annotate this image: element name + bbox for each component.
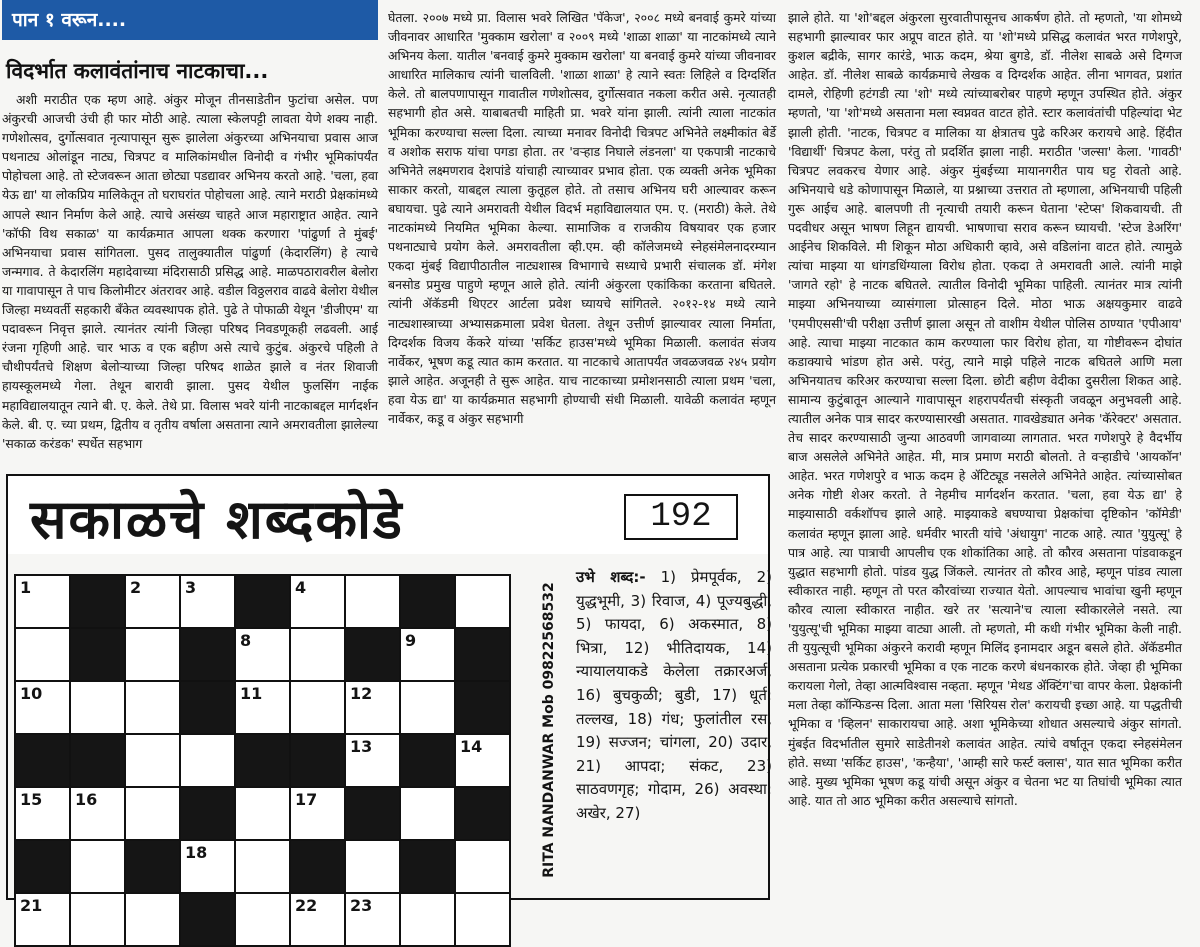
crossword-cell[interactable]	[401, 629, 454, 680]
crossword-black-cell	[71, 629, 124, 680]
crossword-black-cell	[181, 788, 234, 839]
crossword-cell[interactable]	[291, 629, 344, 680]
crossword-cell-number: 14	[460, 737, 483, 756]
crossword-cell[interactable]	[16, 576, 69, 627]
crossword-cell[interactable]	[126, 682, 179, 733]
crossword-black-cell	[236, 576, 289, 627]
crossword-cell[interactable]	[181, 841, 234, 892]
crossword-cell[interactable]	[291, 682, 344, 733]
crossword-cell-number: 16	[75, 790, 98, 809]
article-column-2	[388, 8, 776, 463]
crossword-black-cell	[456, 682, 509, 733]
crossword-cell[interactable]	[181, 576, 234, 627]
crossword-black-cell	[181, 894, 234, 945]
crossword-black-cell	[181, 629, 234, 680]
crossword-cell-number: 23	[350, 896, 373, 915]
crossword-cell[interactable]	[181, 735, 234, 786]
crossword-black-cell	[181, 682, 234, 733]
crossword-black-cell	[401, 841, 454, 892]
crossword-cell-number: 2	[130, 578, 142, 597]
crossword-black-cell	[16, 841, 69, 892]
crossword-cell[interactable]	[456, 576, 509, 627]
author-contact	[534, 572, 564, 902]
crossword-black-cell	[456, 629, 509, 680]
crossword-grid	[14, 574, 511, 947]
continued-banner: पान १ वरून....	[2, 0, 378, 40]
crossword-cell[interactable]	[236, 841, 289, 892]
crossword-cell-number: 12	[350, 684, 373, 703]
crossword-cell-number: 17	[295, 790, 318, 809]
crossword-black-cell	[126, 841, 179, 892]
article-column-3	[788, 8, 1182, 896]
crossword-black-cell	[346, 629, 399, 680]
crossword-cell-number: 9	[405, 631, 417, 650]
crossword-cell[interactable]	[291, 894, 344, 945]
crossword-black-cell	[71, 576, 124, 627]
crossword-cell-number: 3	[185, 578, 197, 597]
crossword-cell[interactable]	[126, 629, 179, 680]
clues-heading: उभे शब्द:-	[576, 568, 646, 586]
crossword-cell[interactable]	[456, 841, 509, 892]
crossword-cell[interactable]	[236, 682, 289, 733]
crossword-cell[interactable]	[71, 682, 124, 733]
crossword-cell[interactable]	[291, 788, 344, 839]
crossword-cell[interactable]	[71, 894, 124, 945]
article-paragraph: अशी मराठीत एक म्हण आहे. अंकुर मोजून तीनसाडेतीन फुटांचा असेल. पण अंकुरची आजची उंची ही फार मोठी आहे. त्याला स्केलपट्टी लावता येणे शक्य नाही. गणेशोत्सव, दुर्गोत्सवात नृत्यापासून सुरू झालेला अंकुरच्या अभिनयाचा प्रवास आज पथनाट्य ओलांडून नाट्य, चित्रपट व मालिकांमधील विनोदी व गंभीर भूमिकांपर्यंत पोहोचला आहे. तो स्टेजवरून आता छोट्या पडद्यावर अभिनय करतो आहे. 'चला, हवा येऊ द्या' या लोकप्रिय मालिकेतून तो घराघरांत पोहोचला आहे. त्याने मराठी प्रेक्षकांमध्ये आपले स्थान निर्माण केले आहे. त्याचे असंख्य चाहते आज महाराष्ट्रात आहेत. त्याने 'कॉफी विथ सकाळ' या कार्यक्रमात आपला थक्क करणारा 'पांढुर्णा ते मुंबई' अभिनयाचा प्रवास सांगितला. पुसद तालुक्यातील पांढुर्णा (केदारलिंग) हे त्याचे जन्मगाव. ते केदारलिंग महादेवाच्या मंदिरासाठी प्रसिद्ध आहे. माळपठारावरील बेलोरा या गावापासून ते पाच किलोमीटर अंतरावर आहे. वडील विठ्ठलराव वाढवे बेलोरा येथील जिल्हा मध्यवर्ती सहकारी बँकेत व्यवस्थापक होते. पुढे ते पोफाळी येथून 'डीजीएम' या पदावरून निवृत्त झाले. त्यानंतर त्यांनी जिल्हा परिषद निवडणूकही लढवली. आई रंजना गृहिणी आहे. चार भाऊ व एक बहीण असे त्याचे कुटुंब. अंकुरचे पहिली ते चौथीपर्यंतचे शिक्षण बेलोऱ्याच्या जिल्हा परिषद शाळेत झाले व नंतर शिवाजी हायस्कूलमध्ये गेला. तेथून बारावी झाला. पुसद येथील फुलसिंग नाईक महाविद्यालयातून त्याने बी. ए. केले. तेथे प्रा. विलास भवरे यांनी नाटकाबद्दल मार्गदर्शन केले. बी. ए. च्या प्रथम, द्वितीय व तृतीय वर्षाला असताना त्याने अमरावतीला झालेल्या 'सकाळ करंडक' स्पर्धेत सहभाग	[2, 92, 378, 451]
crossword-cell[interactable]	[16, 682, 69, 733]
crossword-cell-number: 11	[240, 684, 263, 703]
crossword-cell-number: 18	[185, 843, 208, 862]
crossword-cell[interactable]	[236, 894, 289, 945]
crossword-cell[interactable]	[346, 682, 399, 733]
crossword-cell[interactable]	[346, 841, 399, 892]
article-column-1	[2, 0, 378, 478]
crossword-black-cell	[236, 735, 289, 786]
crossword-cell[interactable]	[346, 894, 399, 945]
crossword-black-cell	[291, 735, 344, 786]
crossword-cell-number: 15	[20, 790, 43, 809]
crossword-cell[interactable]	[126, 576, 179, 627]
crossword-cell-number: 8	[240, 631, 252, 650]
author-contact-text: RITA NANDANWAR Mob 09822568532	[541, 582, 557, 878]
crossword-cell[interactable]	[401, 894, 454, 945]
crossword-cell[interactable]	[236, 629, 289, 680]
crossword-puzzle	[4, 474, 776, 915]
crossword-cell[interactable]	[456, 894, 509, 945]
crossword-black-cell	[71, 735, 124, 786]
article-headline: विदर्भात कलावंतांनाच नाटकाचा...	[6, 59, 269, 83]
crossword-cell[interactable]	[126, 788, 179, 839]
crossword-cell-number: 4	[295, 578, 307, 597]
crossword-black-cell	[456, 788, 509, 839]
crossword-header	[6, 474, 770, 554]
article-paragraph: झाले होते. या 'शो'बद्दल अंकुरला सुरवातीपासूनच आकर्षण होते. तो म्हणतो, 'या शोमध्ये सहभागी झाल्यावर फार अप्रूप वाटत होते. या 'शो'मध्ये प्रसिद्ध कलावंत भरत गणेशपुरे, कुशल बद्रीके, सागर कारंडे, भाऊ कदम, श्रेया बुगडे, डॉ. नीलेश साबळे असे दिग्गज आहेत. डॉ. नीलेश साबळे कार्यक्रमाचे लेखक व दिग्दर्शक आहेत. लीना भागवत, प्रशांत दामले, रोहिणी हटंगडी त्या 'शो' मध्ये त्यांच्याबरोबर पाहणे म्हणून उपस्थित होते. अंकुर म्हणतो, 'या 'शो'मध्ये असताना मला स्वप्नवत वाटत होते. स्टार कलावंतांची पहिल्यांदा भेट झाली होती. 'नाटक, चित्रपट व मालिका या क्षेत्रातच पुढे करिअर करायचे आहे. हिंदीत 'विद्यार्थी' चित्रपट केला, परंतु तो प्रदर्शित झाला नाही. मराठीत 'जल्सा' केला. 'गावठी' चित्रपट लवकरच येणार आहे. अंकुर मुंबईच्या मायानगरीत पाय घट्ट रोवतो आहे. अभिनयाचे धडे कोणापासून मिळाले, या प्रश्नाच्या उत्तरात तो म्हणाला, अभिनयाची पहिली गुरू आईच आहे. बालपणी ती नृत्याची तयारी करून घेताना 'स्टेप्स' शिकवायची. ती पदवीधर असून भाषण लिहून द्यायची. भाषणाचा सराव करून घ्यायची. 'स्टेज डेअरिंग' आईनेच शिकविले. मी शिकून मोठा अधिकारी व्हावे, असे वडिलांना वाटत होते. त्यामुळे त्यांचा माझ्या या धांगडधिंग्याला विरोध होता. एकदा ते अमरावती आले. त्यांनी माझे 'जागते रहो' हे नाटक बघितले. त्यातील विनोदी भूमिका पाहिली. त्यानंतर मात्र त्यांनी माझ्या अभिनयाच्या व्यासंगाला प्रोत्साहन दिले. मोठा भाऊ अक्षयकुमार वाढवे 'एमपीएससी'ची परीक्षा उत्तीर्ण झाला असून तो वाशीम येथील पोलिस ठाण्यात 'एपीआय' आहे. त्याचा माझ्या नाटकात काम करण्याला फार विरोध होता, या गोष्टीवरून दोघांत कडाक्याचे भांडण होत असे. परंतु, त्याने माझे पहिले नाटक बघितले आणि मला अभिनयातच करिअर करण्याचा सल्ला दिला. छोटी बहीण वेदीका दुसरीला शिकत आहे. सामान्य कुटुंबातून आल्याने गावापासून शहरापर्यंतची संस्कृती जवळून अनुभवली आहे. त्यातील अनेक पात्र सादर करण्यासारखी असतात. गावखेड्यात अनेक 'कॅरेक्टर' असतात. तेच सादर करण्यासाठी जुन्या आठवणी जागवाव्या लागतात. भरत गणेशपुरे हे वैदर्भीय बाज असलेले अभिनेते आहेत. मी, मात्र प्रमाण मराठी बोलतो. ते वऱ्हाडीचे 'आयकॉन' आहेत. भरत गणेशपुरे व भाऊ कदम हे ॲटिट्यूड नसलेले अभिनेते आहेत. त्यांच्यासोबत अनेक गोष्टी शेअर करतो. ते नेहमीच मार्गदर्शन करतात. 'चला, हवा येऊ द्या' हे माझ्यासाठी वर्कशॉपच झाले आहे. माझ्याकडे बघण्याचा प्रेक्षकांचा दृष्टिकोन 'कॉमेडी' कलावंत म्हणून झाला आहे. धर्मवीर भारती यांचे 'अंधायुग' नाटक आहे. त्यात 'युयुत्सू' हे पात्र आहे. त्या पात्राची आपलीच एक शोकांतिका आहे. तो कौरव असताना पांडवाकडून युद्धात सहभागी होतो. पांडव युद्ध जिंकले. त्यानंतर तो कौरव आहे, म्हणून पांडव त्याला स्वीकारत नाही. म्हणून तो परत कौरवांच्या राज्यात येतो. आपल्याच भावांचा खुनी म्हणून कौरव त्याला स्वीकारत नाहीत. खरे तर 'सत्याने'च त्याला स्वीकारलेले नसते. त्या 'युयुत्सू'ची भूमिका माझ्या वाट्या आली. तो म्हणतो, मी कधी गंभीर भूमिका केली नाही. ती युयुत्सूची भूमिका अंकुरने करावी म्हणून मिलिंद इनामदार अडून बसले होते. ॲकॅडमीत असताना प्रत्येक प्रकारची भूमिका व एक नाटक करणे बंधनकारक होते. जेव्हा ही भूमिका करायला गेलो, तेव्हा आत्मविश्वास नव्हता. म्हणून 'मेथड ॲक्टिंग'चा वापर केला. प्रेक्षकांनी मला तेव्हा कॉन्फिडन्स दिला. आता मला 'सिरियस रोल' करायची इच्छा आहे. या पद्धतीची भूमिका व 'व्हिलन' साकारायचा आहे. अशा भूमिकेच्या शोधात असल्याचे अंकुर सांगतो. मुंबईत विदर्भातील सुमारे साडेतीनशे कलावंत आहेत. त्यांचे वर्षातून एकदा स्नेहसंमेलन होते. सध्या 'सर्किट हाउस', 'कन्हैया', 'आम्ही सारे फर्स्ट क्लास', यात सात भूमिका करीत आहे. मुख्य भूमिका भूषण कडू यांची असून अंकुर व चेतना भट या तिघांची भूमिका त्यात आहे. यात तो आठ भूमिका करीत असल्याचे सांगतो.	[788, 10, 1183, 808]
crossword-cell[interactable]	[16, 788, 69, 839]
crossword-cell[interactable]	[236, 788, 289, 839]
crossword-clues	[576, 566, 772, 826]
crossword-cell[interactable]	[401, 682, 454, 733]
crossword-cell-number: 13	[350, 737, 373, 756]
crossword-cell[interactable]	[126, 735, 179, 786]
crossword-cell[interactable]	[71, 841, 124, 892]
crossword-cell-number: 22	[295, 896, 318, 915]
crossword-cell[interactable]	[16, 894, 69, 945]
crossword-black-cell	[16, 735, 69, 786]
crossword-cell-number: 1	[20, 578, 32, 597]
crossword-black-cell	[401, 576, 454, 627]
crossword-cell[interactable]	[126, 894, 179, 945]
crossword-title: सकाळचे शब्दकोडे	[30, 487, 404, 551]
crossword-cell-number: 10	[20, 684, 43, 703]
crossword-cell[interactable]	[346, 735, 399, 786]
crossword-cell[interactable]	[346, 576, 399, 627]
crossword-black-cell	[346, 788, 399, 839]
crossword-cell[interactable]	[16, 629, 69, 680]
crossword-cell-number: 21	[20, 896, 43, 915]
crossword-black-cell	[401, 735, 454, 786]
crossword-cell[interactable]	[456, 735, 509, 786]
crossword-cell[interactable]	[291, 576, 344, 627]
clues-text: 1) प्रेमपूर्वक, 2) युद्धभूमी, 3) रिवाज, 4) पूज्यबुद्धी, 5) फायदा, 6) अकस्मात, 8) भित्रा, 12) भीतिदायक, 14) न्यायालयाकडे केलेला तक्रारअर्ज, 16) बुचकुळी; बुडी, 17) धूर्त; तल्लख, 18) गंध; फुलांतील रस, 19) सज्जन; चांगला, 20) उदार, 21) आपदा; संकट, 23) साठवणगृह; गोदाम, 26) अवस्था; अखेर, 27)	[576, 568, 772, 822]
crossword-black-cell	[291, 841, 344, 892]
crossword-number: 192	[624, 494, 738, 540]
crossword-cell[interactable]	[71, 788, 124, 839]
crossword-cell[interactable]	[401, 788, 454, 839]
article-paragraph: घेतला. २००७ मध्ये प्रा. विलास भवरे लिखित 'पॅकेज', २००८ मध्ये बनवाई कुमरे यांच्या जीवनावर आधारित 'मुक्काम खरोला' व २००९ मध्ये 'शाळा शाळा' या नाटकांमध्ये त्याने अभिनय केला. यातील 'बनवाई कुमरे मुक्काम खरोला' या बनवाई कुमरे यांच्या जीवनावर आधारित मालिकाच त्यांनी चालविली. 'शाळा शाळा' हे त्याने स्वतः लिहिले व दिग्दर्शित केले. तो बालपणापासून गावातील गणेशोत्सव, दुर्गोत्सवात नकला करीत असे. नृत्यातही सहभागी होत असे. याबाबतची माहिती प्रा. भवरे यांना झाली. त्यांनी त्याला नाटकांत भूमिका करण्याचा सल्ला दिला. त्याच्या मनावर विनोदी चित्रपट अभिनेते लक्ष्मीकांत बेर्डे व अशोक सराफ यांचा पगडा होता. तर 'वऱ्हाड निघाले लंडनला' या एकपात्री नाटकाचे अभिनेते लक्ष्मणराव देशपांडे यांचाही त्याच्यावर प्रभाव होता. एक व्यक्ती अनेक भूमिका साकार करतो, याबद्दल त्याला कुतूहल होते. तो तसाच अभिनय घरी आल्यावर करून बघायचा. पुढे त्याने अमरावती येथील विदर्भ महाविद्यालयात एम. ए. (मराठी) केले. तेथे नाटकांमध्ये नियमित भूमिका केल्या. सामाजिक व राजकीय विषयावर एक हजार पथनाट्याचे प्रयोग केले. अमरावतीला व्ही.एम. व्ही कॉलेजमध्ये स्नेहसंमेलनादरम्यान एकदा मुंबई विद्यापीठातील नाट्यशास्त्र विभागाचे सध्याचे प्रभारी संचालक डॉ. मंगेश बनसोड प्रमुख पाहुणे म्हणून आले होते. त्यांनी अंकुरला एकांकिका करताना बघितले. त्यांनी ॲकॅडमी थिएटर आर्टला प्रवेश घ्यायचे सांगितले. २०१२-१४ मध्ये त्याने नाट्यशास्त्राच्या अभ्यासक्रमाला प्रवेश घेतला. तेथून उत्तीर्ण झाल्यावर त्याला निर्माता, दिग्दर्शक विजय केंकरे यांच्या 'सर्किट हाउस'मध्ये भूमिका मिळाली. कलावंत संजय नार्वेकर, भूषण कडू त्यात काम करतात. या नाटकाचे आतापर्यंत जवळजवळ २४५ प्रयोग झाले आहेत. अजूनही ते सुरू आहेत. याच नाटकाच्या प्रमोशनसाठी त्याला प्रथम 'चला, हवा येऊ द्या' या कार्यक्रमात सहभागी होण्याची संधी मिळाली. यावेळी कलावंत म्हणून नार्वेकर, कडू व अंकुर सहभागी	[388, 10, 776, 426]
